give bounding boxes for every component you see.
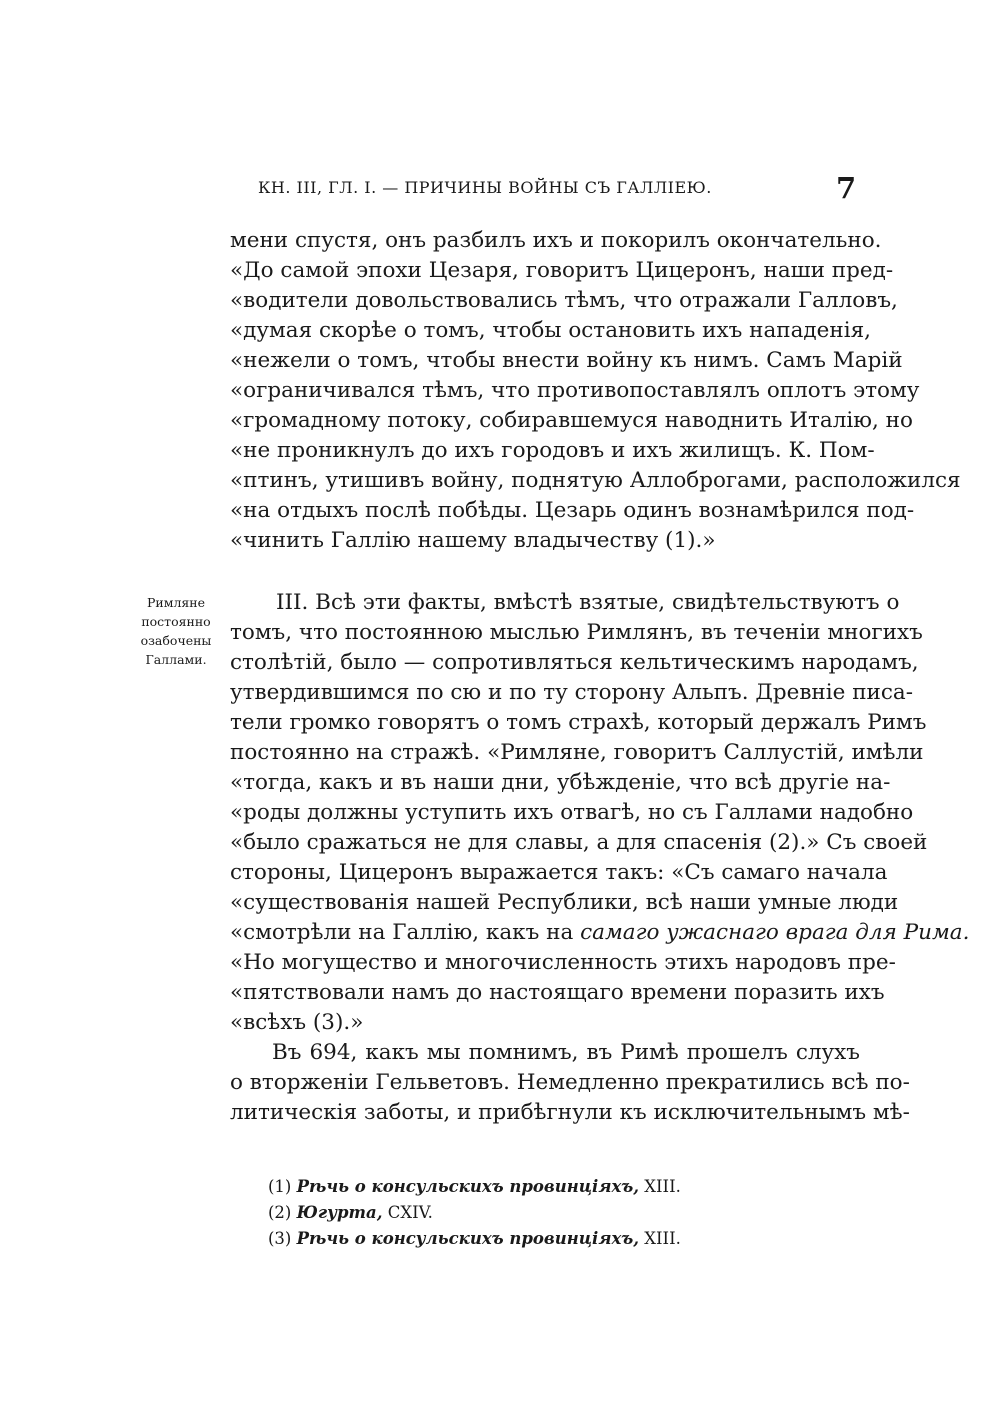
text-line: «ограничивался тѣмъ, что противопоставлялъ оплотъ этому bbox=[230, 378, 920, 403]
footnote-ref: XIII. bbox=[644, 1177, 681, 1196]
text-line: «громадному потоку, собиравшемуся наводнить Италію, но bbox=[230, 408, 913, 433]
text-line: «птинъ, утишивъ войну, поднятую Аллоброгами, расположился bbox=[230, 468, 961, 493]
margin-note-line: постоянно bbox=[141, 614, 211, 629]
text-line: «не проникнулъ до ихъ городовъ и ихъ жилищъ. К. Пом- bbox=[230, 438, 875, 463]
footnote-title: Рѣчь о консульскихъ провинціяхъ, bbox=[296, 1177, 640, 1196]
footnote-number: (1) bbox=[268, 1177, 292, 1196]
text-line: столѣтій, было — сопротивляться кельтическимъ народамъ, bbox=[230, 650, 919, 675]
text-line: «было сражаться не для славы, а для спасенія (2).» Съ своей bbox=[230, 830, 928, 855]
text-line: литическія заботы, и прибѣгнули къ исключительнымъ мѣ- bbox=[230, 1100, 910, 1125]
text-line: «водители довольствовались тѣмъ, что отражали Галловъ, bbox=[230, 288, 898, 313]
text-line bbox=[230, 918, 970, 948]
footnote-ref: XIII. bbox=[644, 1229, 681, 1248]
page-number: 7 bbox=[836, 171, 857, 205]
text-line: «всѣхъ (3).» bbox=[230, 1010, 364, 1035]
margin-note-line: Галлами. bbox=[145, 652, 207, 667]
text-line: «существованія нашей Республики, всѣ наши умные люди bbox=[230, 890, 899, 915]
text-line: «нежели о томъ, чтобы внести войну къ нимъ. Самъ Марій bbox=[230, 348, 903, 373]
paragraph-start-line: Въ 694, какъ мы помнимъ, въ Римѣ прошелъ слухъ bbox=[272, 1040, 860, 1065]
text-line: «тогда, какъ и въ наши дни, убѣжденіе, что всѣ другіе на- bbox=[230, 770, 891, 795]
text-line: «думая скорѣе о томъ, чтобы остановить ихъ нападенія, bbox=[230, 318, 871, 343]
text-line: «чинить Галлію нашему владычеству (1).» bbox=[230, 528, 716, 553]
text-line: тели громко говорятъ о томъ страхѣ, который держалъ Римъ bbox=[230, 710, 927, 735]
footnote-title: Рѣчь о консульскихъ провинціяхъ, bbox=[296, 1229, 640, 1248]
text-line: томъ, что постоянною мыслью Римлянъ, въ теченіи многихъ bbox=[230, 620, 923, 645]
footnote bbox=[268, 1202, 828, 1224]
italic-emphasis: самаго ужаснаго врага для Рима. bbox=[580, 920, 970, 945]
text-line: «роды должны уступить ихъ отвагѣ, но съ Галлами надобно bbox=[230, 800, 914, 825]
footnote-number: (2) bbox=[268, 1203, 292, 1222]
footnote bbox=[268, 1228, 828, 1250]
footnote-title: Югурта, bbox=[296, 1203, 383, 1222]
footnote-ref: CXIV. bbox=[387, 1203, 433, 1222]
margin-note-line: озабочены bbox=[140, 633, 212, 648]
running-title: КН. III, ГЛ. I. — ПРИЧИНЫ ВОЙНЫ СЪ ГАЛЛІЕЮ. bbox=[258, 178, 712, 197]
text-line: «пятствовали намъ до настоящаго времени поразить ихъ bbox=[230, 980, 885, 1005]
footnote-number: (3) bbox=[268, 1229, 292, 1248]
text-line: постоянно на стражѣ. «Римляне, говоритъ Саллустій, имѣли bbox=[230, 740, 924, 765]
text-line: «Но могущество и многочисленность этихъ народовъ пре- bbox=[230, 950, 896, 975]
text-line: стороны, Цицеронъ выражается такъ: «Съ самаго начала bbox=[230, 860, 888, 885]
text-line: о вторженіи Гельветовъ. Немедленно прекратились всѣ по- bbox=[230, 1070, 910, 1095]
text-line: утвердившимся по сю и по ту сторону Альпъ. Древніе писа- bbox=[230, 680, 913, 705]
footnote bbox=[268, 1176, 828, 1198]
margin-note-line: Римляне bbox=[146, 595, 206, 610]
text-line: мени спустя, онъ разбилъ ихъ и покорилъ окончательно. bbox=[230, 228, 882, 253]
text-segment: «смотрѣли на Галлію, какъ на bbox=[230, 920, 581, 945]
text-line: «До самой эпохи Цезаря, говоритъ Цицеронъ, наши пред- bbox=[230, 258, 894, 283]
section-start-line: III. Всѣ эти факты, вмѣстѣ взятые, свидѣтельствуютъ о bbox=[276, 590, 900, 615]
text-line: «на отдыхъ послѣ побѣды. Цезарь одинъ вознамѣрился под- bbox=[230, 498, 915, 523]
